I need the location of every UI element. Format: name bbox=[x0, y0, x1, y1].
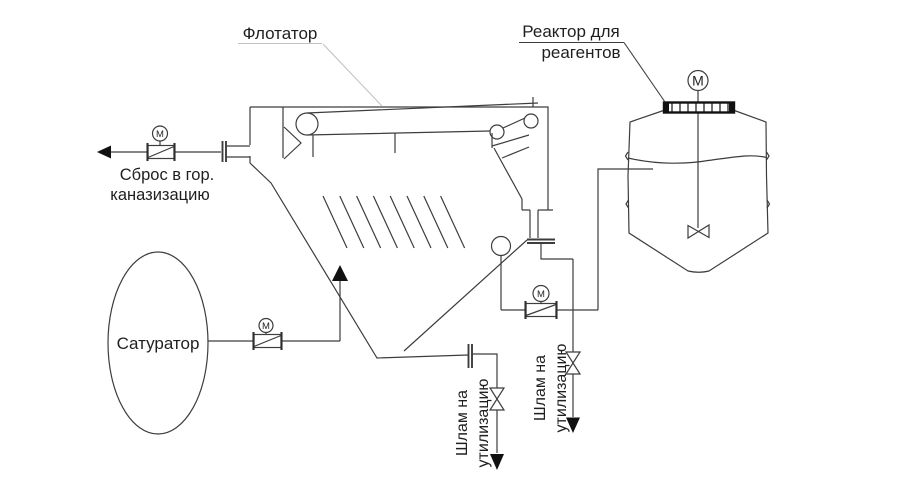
flow-arrow-left-icon bbox=[97, 146, 111, 159]
reagent-pipe bbox=[501, 169, 653, 310]
reagent-reactor bbox=[626, 71, 770, 273]
motor-letter: M bbox=[692, 72, 704, 89]
inlet-partition bbox=[283, 107, 301, 159]
discharge-line bbox=[97, 126, 226, 204]
conveyor-head-pulley bbox=[524, 114, 538, 128]
discharge-flange bbox=[223, 141, 227, 162]
conveyor-hangers bbox=[313, 133, 492, 157]
flow-arrow-up-icon bbox=[332, 265, 348, 281]
motor-letter: M bbox=[537, 289, 545, 300]
saturator-pipe bbox=[208, 281, 340, 341]
cap-body bbox=[664, 103, 734, 113]
hopper-flange bbox=[527, 240, 555, 244]
scraper-conveyor bbox=[296, 103, 538, 157]
propeller-left-blade bbox=[688, 226, 699, 239]
motor-valve-saturator bbox=[254, 319, 282, 351]
sludge-line-bottom bbox=[454, 344, 504, 470]
propeller-right-blade bbox=[699, 225, 710, 238]
motor-letter: M bbox=[262, 321, 270, 332]
reagent-line bbox=[501, 169, 653, 319]
flow-arrow-down-icon bbox=[490, 454, 504, 470]
discharge-label-line1: Сброс в гор. bbox=[119, 166, 215, 184]
sludge-right-label-line2: утилизацию bbox=[553, 343, 570, 433]
saturator bbox=[108, 252, 348, 434]
motor-letter: M bbox=[156, 129, 164, 140]
conveyor-drive-pulley bbox=[296, 113, 318, 135]
reactor-label-line2: реагентов bbox=[541, 43, 621, 62]
sludge-right-label-line1: Шлам на bbox=[532, 354, 549, 422]
cap-end-left bbox=[664, 103, 669, 113]
motor-valve-reagent bbox=[526, 286, 557, 320]
reactor-ribbed-cap bbox=[664, 103, 734, 113]
sludge-left-label-line2: утилизацию bbox=[475, 378, 492, 468]
discharge-label-line2: каназизацию bbox=[110, 186, 210, 204]
callouts bbox=[238, 22, 665, 106]
bottom-right-slope bbox=[404, 240, 527, 351]
flotator-label: Флотатор bbox=[242, 24, 318, 43]
valve-lower-triangle bbox=[490, 399, 504, 410]
gate-valve-bottom bbox=[490, 388, 504, 410]
saturator-label: Сатуратор bbox=[116, 334, 200, 353]
liquid-level-wave bbox=[628, 156, 767, 163]
flotator-leader-line bbox=[323, 44, 382, 106]
lamella-plates-hatch bbox=[323, 196, 465, 248]
bottom-flange bbox=[469, 344, 473, 368]
cap-end-right bbox=[729, 103, 734, 113]
flotator-tank bbox=[226, 97, 553, 358]
sludge-chute bbox=[492, 135, 553, 238]
sludge-left-label-line1: Шлам на bbox=[454, 389, 471, 457]
sludge-line-right bbox=[527, 240, 580, 434]
valve-upper-triangle bbox=[490, 388, 504, 399]
reactor-label-line1: Реактор для bbox=[522, 22, 620, 41]
reactor-leader-line bbox=[624, 43, 665, 103]
instrument-circle bbox=[492, 237, 511, 256]
motor-valve-discharge bbox=[148, 126, 175, 161]
